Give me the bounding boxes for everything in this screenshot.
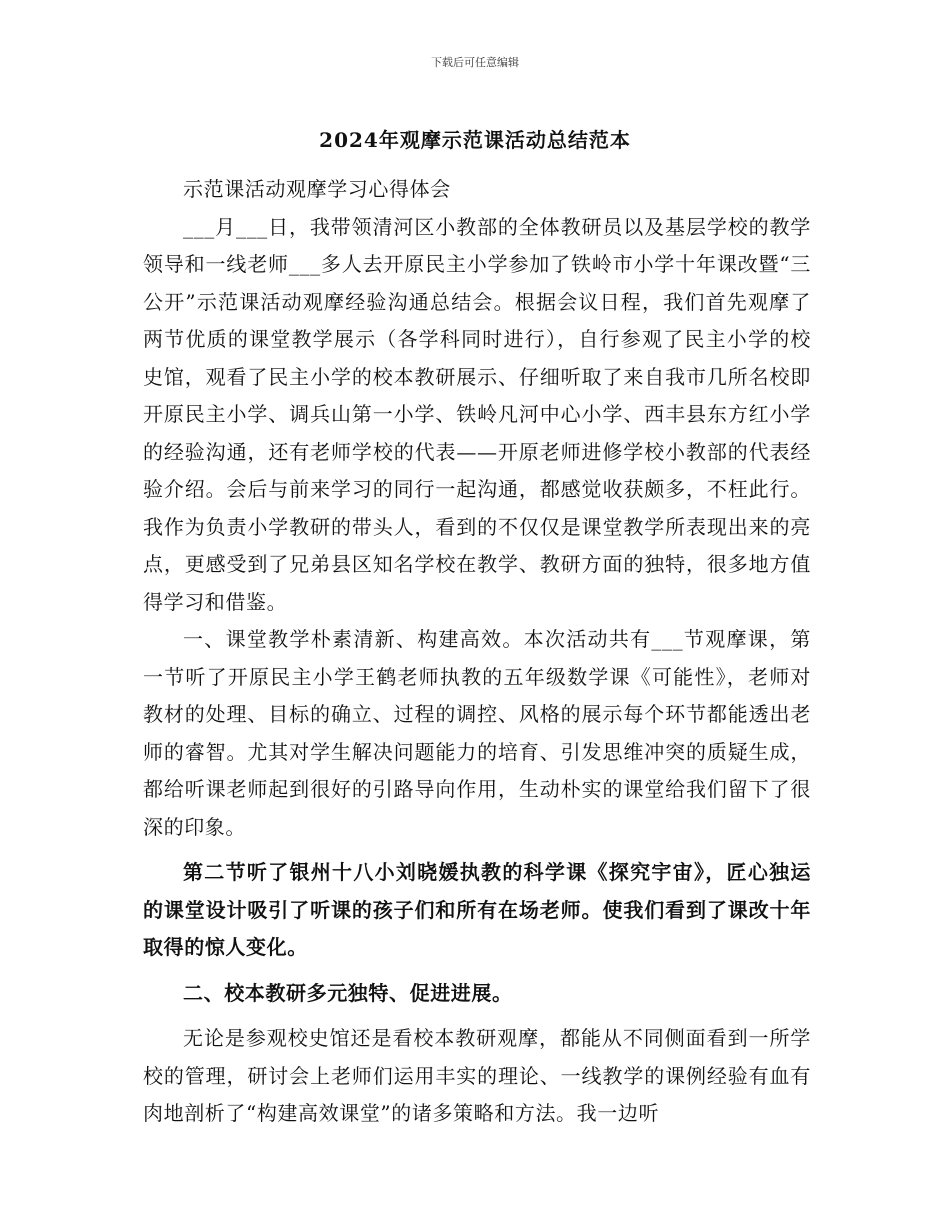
paragraph-subtitle: 示范课活动观摩学习心得体会 [183,177,451,201]
paragraph-intro: ___月___日，我带领清河区小教部的全体教研员以及基层学校的教学领导和一线老师___多人去开原民主小学参加了铁岭市小学十年课改暨“三公开”示范课活动观摩经验沟通总结会。根据会议日程，我们首先观摩了两节优质的课堂教学展示（各学科同时进行），自行参观了民主小学的校史馆，观看了民主小学的校本教研展示、仔细听取了来自我市几所名校即开原民主小学、调兵山第一小学、铁岭凡河中心小学、西丰县东方红小学的经验沟通，还有老师学校的代表——开原老师进修学校小教部的代表经验介绍。会后与前来学习的同行一起沟通，都感觉收获颇多，不枉此行。我作为负责小学教研的带头人，看到的不仅仅是课堂教学所表现出来的亮点，更感受到了兄弟县区知名学校在教学、教研方面的独特，很多地方值得学习和借鉴。 [143,214,811,614]
document-body [143,171,811,1133]
header-note: 下载后可任意编辑 [431,56,519,69]
paragraph-section-two: 无论是参观校史馆还是看校本教研观摩，都能从不同侧面看到一所学校的管理，研讨会上老师们运用丰实的理论、一线教学的课例经验有血有肉地剖析了“构建高效课堂”的诸多策略和方法。我一边听 [143,1026,811,1125]
paragraph-section-one: 一、课堂教学朴素清新、构建高效。本次活动共有___节观摩课，第一节听了开原民主小学王鹤老师执教的五年级数学课《可能性》，老师对教材的处理、目标的确立、过程的调控、风格的展示每个环节都能透出老师的睿智。尤其对学生解决问题能力的培育、引发思维冲突的质疑生成，都给听课老师起到很好的引路导向作用，生动朴实的课堂给我们留下了很深的印象。 [143,627,811,839]
paragraph-second-lesson: 第二节听了银州十八小刘晓媛执教的科学课《探究宇宙》，匠心独运的课堂设计吸引了听课的孩子们和所有在场老师。使我们看到了课改十年取得的惊人变化。 [143,860,811,959]
paragraph-section-two-heading: 二、校本教研多元独特、促进进展。 [183,980,513,1005]
document-title: 2024年观摩示范课活动总结范本 [319,128,631,152]
